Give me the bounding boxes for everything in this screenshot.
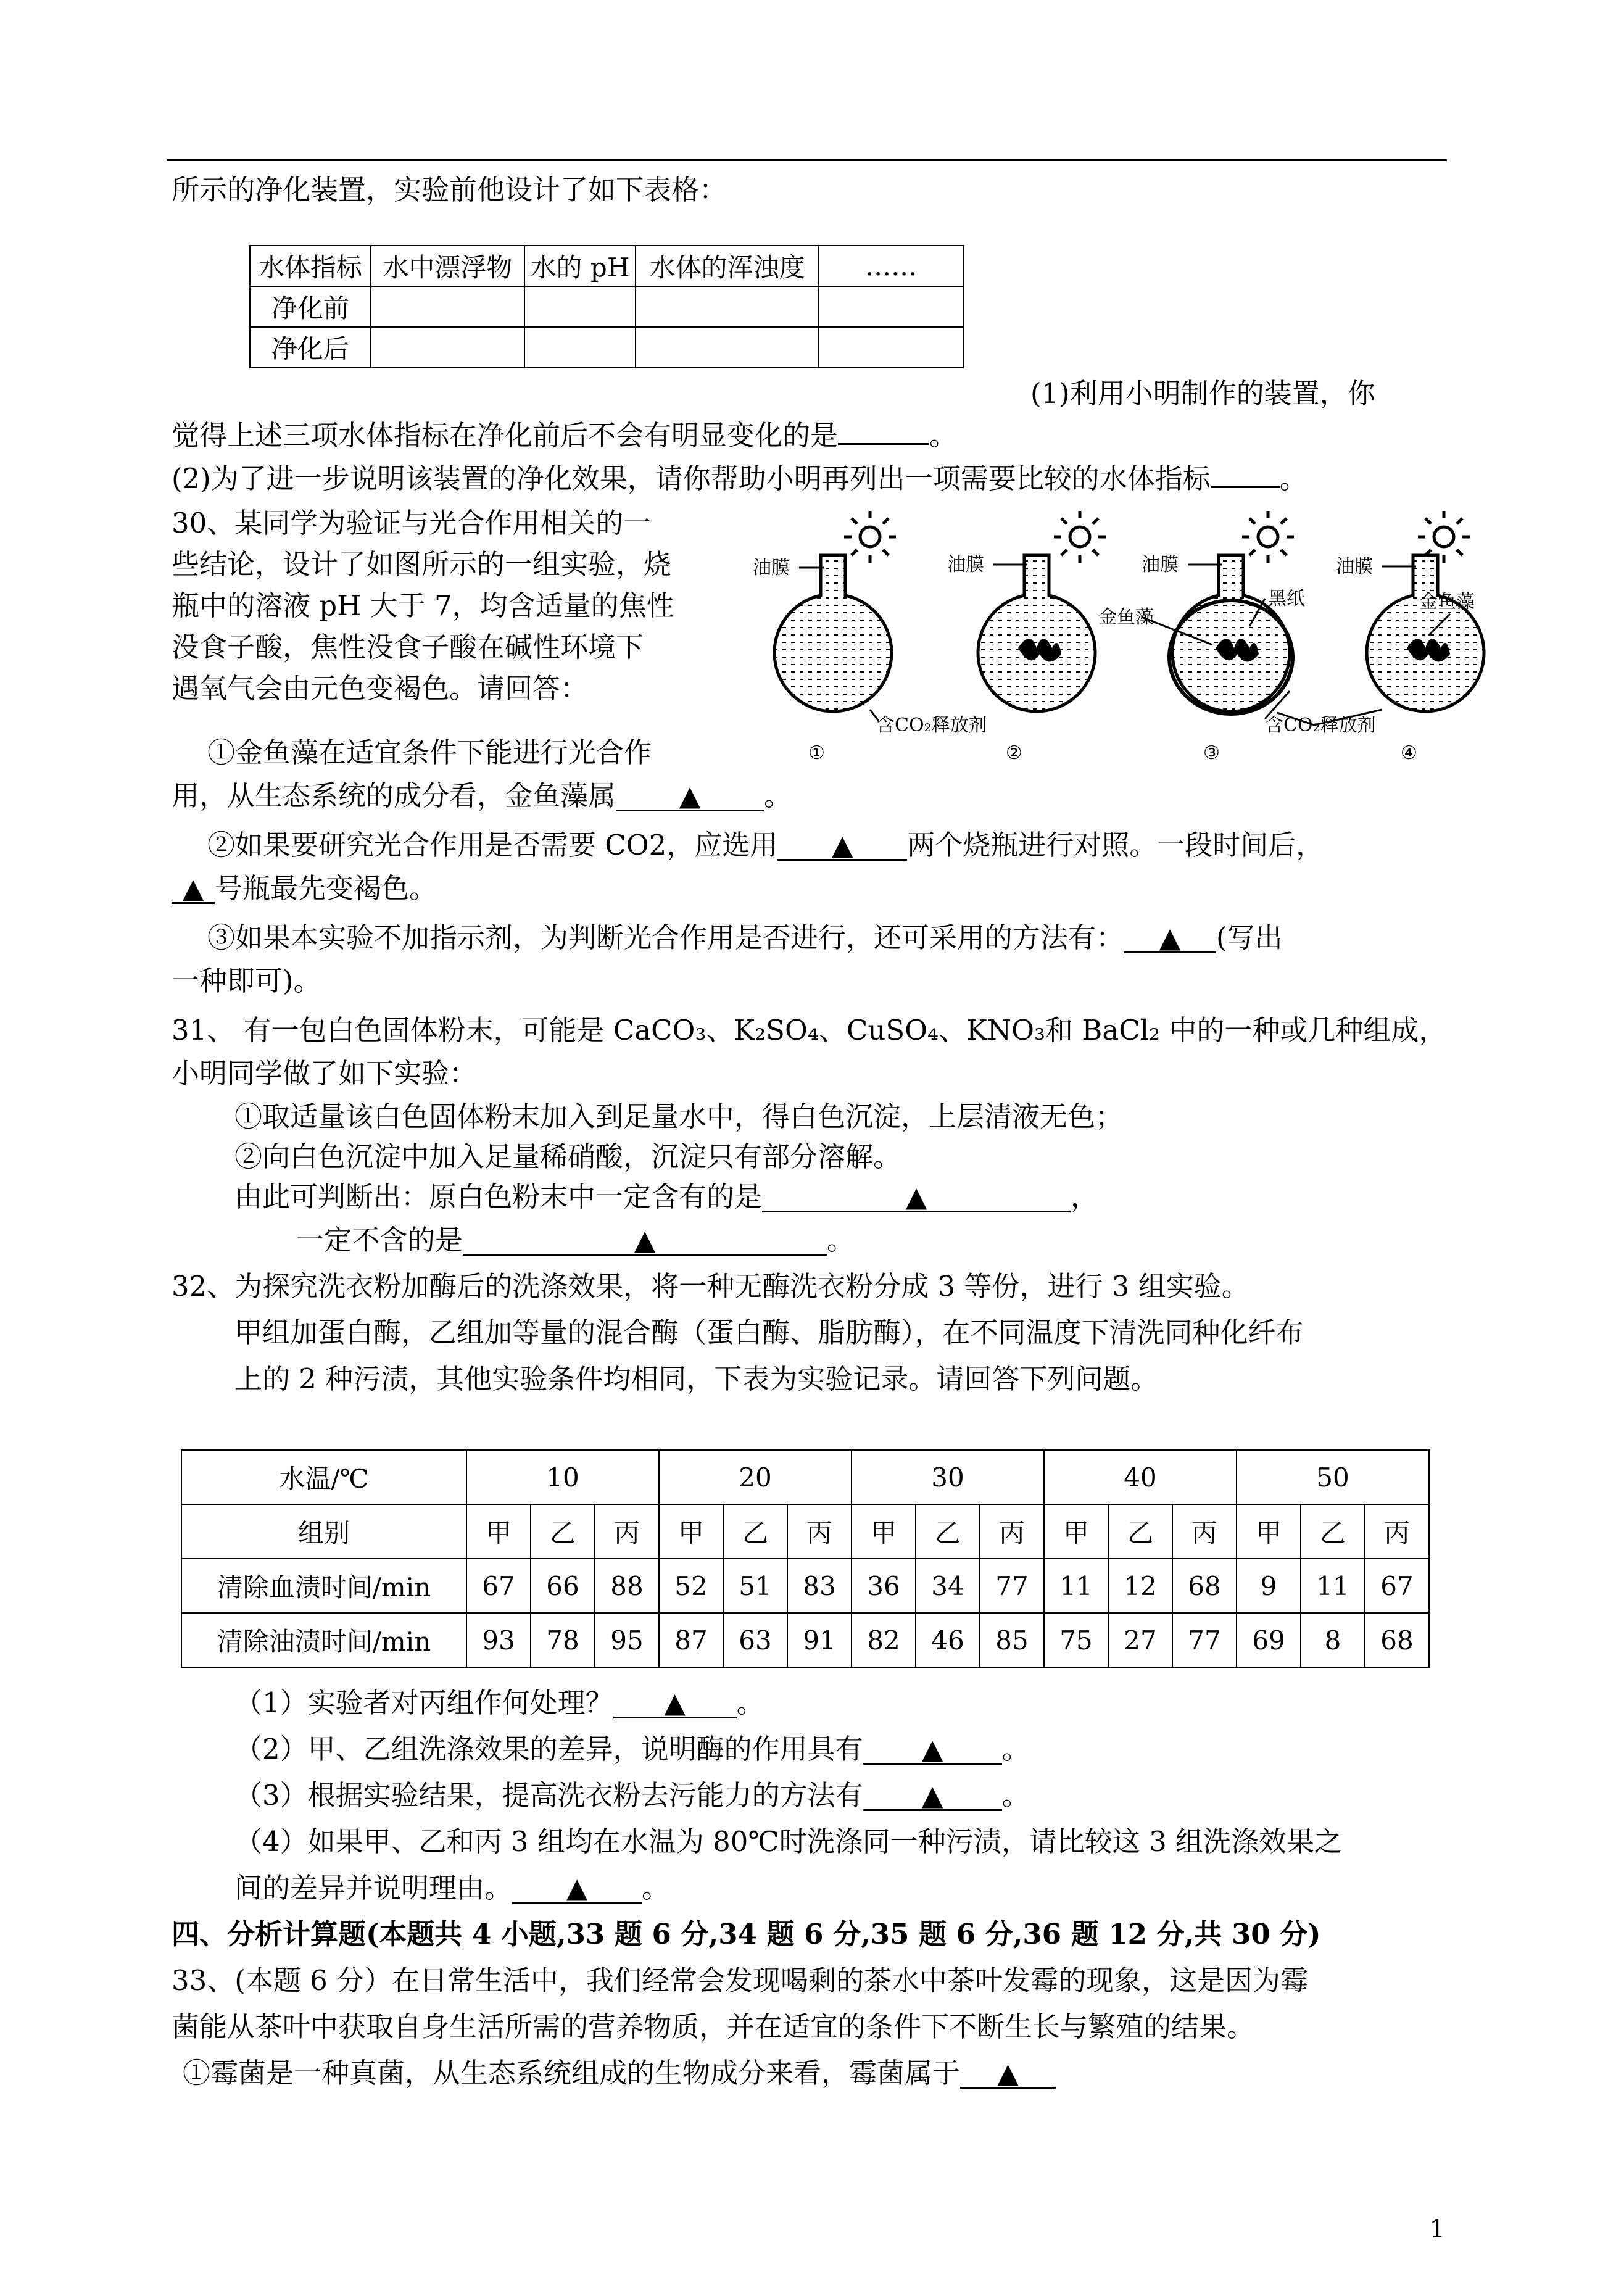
svg-text:油膜: 油膜	[1142, 554, 1179, 576]
svg-text:含CO₂释放剂: 含CO₂释放剂	[876, 715, 987, 736]
table-cell: ……	[819, 246, 963, 286]
table-cell	[524, 327, 636, 368]
q30-intro: 30、某同学为验证与光合作用相关的一 些结论，设计了如图所示的一组实验，烧 瓶中的溶液 pH 大于 7，均含适量的焦性 没食子酸，焦性没食子酸在碱性环境下 遇氧气会由元色变褐色。请回答：	[172, 507, 674, 705]
q33-l2: 菌能从茶叶中获取自身生活所需的营养物质，并在适宜的条件下不断生长与繁殖的结果。	[172, 2010, 1255, 2043]
sun-icon	[844, 511, 896, 563]
table-cell: 净化后	[250, 327, 371, 368]
sun-icon	[1054, 511, 1106, 563]
group-cell: 乙	[1108, 1504, 1172, 1559]
q33-l3: ①霉菌是一种真菌，从生态系统组成的生物成分来看，霉菌属于 ▲	[183, 2055, 1056, 2092]
flask-4	[1367, 555, 1484, 711]
value-cell: 77	[1172, 1613, 1237, 1667]
group-cell: 甲	[852, 1504, 916, 1559]
temp-label: 水温/℃	[181, 1450, 466, 1504]
table-row	[181, 1504, 1429, 1559]
q30-s1b: 用，从生态系统的成分看，金鱼藻属 ▲ 。	[172, 779, 792, 812]
value-cell: 11	[1044, 1559, 1108, 1613]
answer-blank[interactable]: ▲	[762, 1183, 1071, 1212]
value-cell: 27	[1108, 1613, 1172, 1667]
group-cell: 甲	[1237, 1504, 1301, 1559]
table-cell: 水的 pH	[524, 246, 636, 286]
table-row	[250, 327, 963, 368]
table-cell	[819, 327, 963, 368]
temp-cell: 50	[1237, 1450, 1429, 1504]
value-cell: 82	[852, 1613, 916, 1667]
temp-cell: 40	[1044, 1450, 1237, 1504]
table-cell: 水体的浑浊度	[636, 246, 819, 286]
water-index-table	[249, 245, 964, 368]
table-cell: 水体指标	[250, 246, 371, 286]
temp-cell: 10	[466, 1450, 659, 1504]
value-cell: 11	[1301, 1559, 1365, 1613]
group-cell: 甲	[1044, 1504, 1108, 1559]
table-row	[181, 1613, 1429, 1667]
group-cell: 甲	[466, 1504, 531, 1559]
answer-blank[interactable]	[1211, 459, 1280, 488]
q32-l2: 甲组加蛋白酶，乙组加等量的混合酶（蛋白酶、脂肪酶），在不同温度下清洗同种化纤布	[234, 1316, 1304, 1349]
q31-l4: ②向白色沉淀中加入足量稀硝酸，沉淀只有部分溶解。	[234, 1140, 901, 1173]
sun-icon	[1242, 511, 1294, 563]
washing-experiment-table	[181, 1449, 1430, 1668]
group-cell: 丙	[1172, 1504, 1237, 1559]
group-cell: 丙	[787, 1504, 852, 1559]
svg-text:③: ③	[1203, 742, 1220, 764]
svg-text:油膜: 油膜	[1336, 556, 1373, 578]
svg-text:金鱼藻: 金鱼藻	[1098, 607, 1154, 628]
q31-l2: 小明同学做了如下实验：	[172, 1057, 478, 1090]
flask-experiment-figure	[747, 506, 1475, 777]
answer-blank[interactable]: ▲	[777, 832, 907, 861]
svg-text:含CO₂释放剂: 含CO₂释放剂	[1265, 715, 1376, 736]
value-cell: 34	[916, 1559, 980, 1613]
value-cell: 8	[1301, 1613, 1365, 1667]
q31-l3: ①取适量该白色固体粉末加入到足量水中，得白色沉淀，上层清液无色；	[234, 1100, 1124, 1133]
group-label: 组别	[181, 1504, 466, 1559]
group-cell: 乙	[916, 1504, 980, 1559]
svg-text:黑纸: 黑纸	[1268, 588, 1305, 610]
q30-s3a: ③如果本实验不加指示剂，为判断光合作用是否进行，还可采用的方法有： ▲ (写出	[207, 921, 1283, 954]
table-cell: 净化前	[250, 286, 371, 327]
value-cell: 88	[595, 1559, 659, 1613]
value-cell: 85	[980, 1613, 1044, 1667]
answer-blank[interactable]: ▲	[960, 2060, 1056, 2089]
svg-text:①: ①	[808, 742, 825, 764]
q30-s1a: ①金鱼藻在适宜条件下能进行光合作	[207, 736, 652, 769]
table-cell	[636, 327, 819, 368]
table-row	[250, 286, 963, 327]
svg-text:油膜: 油膜	[753, 557, 790, 579]
answer-blank[interactable]: ▲	[616, 782, 764, 811]
answer-blank[interactable]: ▲	[172, 875, 215, 904]
table-cell	[819, 286, 963, 327]
table-row	[250, 246, 963, 286]
answer-blank[interactable]: ▲	[512, 1875, 642, 1904]
group-cell: 丙	[980, 1504, 1044, 1559]
q31-l5: 由此可判断出：原白色粉末中一定含有的是 ▲ ，	[234, 1180, 1099, 1213]
svg-text:油膜: 油膜	[947, 554, 984, 576]
q30-s2b: ▲ 号瓶最先变褐色。	[172, 870, 437, 907]
answer-blank[interactable]: ▲	[463, 1227, 827, 1256]
group-cell: 乙	[531, 1504, 595, 1559]
answer-blank[interactable]	[838, 416, 929, 445]
value-cell: 12	[1108, 1559, 1172, 1613]
value-cell: 67	[466, 1559, 531, 1613]
q31-l1: 31、 有一包白色固体粉末，可能是 CaCO₃、K₂SO₄、CuSO₄、KNO₃和 BaCl₂ 中的一种或几种组成，	[172, 1014, 1447, 1046]
svg-text:②: ②	[1006, 742, 1022, 764]
value-cell: 93	[466, 1613, 531, 1667]
answer-blank[interactable]: ▲	[863, 1736, 1002, 1765]
flask-1	[774, 555, 892, 711]
value-cell: 91	[787, 1613, 852, 1667]
page-number: 1	[1429, 2215, 1445, 2244]
table-header-row	[181, 1450, 1429, 1504]
q32-l1: 32、为探究洗衣粉加酶后的洗涤效果，将一种无酶洗衣粉分成 3 等份，进行 3 组实验。	[172, 1270, 1249, 1303]
value-cell: 9	[1237, 1559, 1301, 1613]
value-cell: 52	[659, 1559, 723, 1613]
value-cell: 69	[1237, 1613, 1301, 1667]
row-label: 清除血渍时间/min	[181, 1559, 466, 1613]
value-cell: 95	[595, 1613, 659, 1667]
q31-l6: 一定不含的是 ▲ 。	[296, 1224, 855, 1256]
value-cell: 68	[1365, 1613, 1429, 1667]
answer-blank[interactable]: ▲	[613, 1689, 737, 1718]
temp-cell: 20	[659, 1450, 852, 1504]
temp-cell: 30	[852, 1450, 1044, 1504]
value-cell: 51	[723, 1559, 787, 1613]
svg-text:④: ④	[1401, 742, 1417, 764]
q33-l1: 33、(本题 6 分）在日常生活中，我们经常会发现喝剩的茶水中茶叶发霉的现象，这是因为霉	[172, 1964, 1309, 1997]
table-cell	[371, 327, 525, 368]
q32-a4b: 间的差异并说明理由。 ▲ 。	[234, 1871, 670, 1904]
value-cell: 77	[980, 1559, 1044, 1613]
table-cell	[636, 286, 819, 327]
answer-blank[interactable]: ▲	[1124, 924, 1216, 953]
value-cell: 78	[531, 1613, 595, 1667]
value-cell: 63	[723, 1613, 787, 1667]
table-cell	[371, 286, 525, 327]
row-label: 清除油渍时间/min	[181, 1613, 466, 1667]
group-cell: 乙	[723, 1504, 787, 1559]
value-cell: 75	[1044, 1613, 1108, 1667]
value-cell: 87	[659, 1613, 723, 1667]
q29-part1-a: (1)利用小明制作的装置，你	[1030, 377, 1375, 410]
value-cell: 83	[787, 1559, 852, 1613]
q32-a3: （3）根据实验结果，提高洗衣粉去污能力的方法有 ▲ 。	[234, 1779, 1030, 1812]
value-cell: 67	[1365, 1559, 1429, 1613]
table-cell: 水中漂浮物	[371, 246, 525, 286]
q30-s2a: ②如果要研究光合作用是否需要 CO2，应选用 ▲ 两个烧瓶进行对照。一段时间后，	[207, 829, 1324, 861]
svg-text:金鱼藻: 金鱼藻	[1419, 591, 1475, 613]
q30-s3b: 一种即可)。	[172, 964, 321, 997]
group-cell: 丙	[1365, 1504, 1429, 1559]
value-cell: 36	[852, 1559, 916, 1613]
q29-part2: (2)为了进一步说明该装置的净化效果，请你帮助小明再列出一项需要比较的水体指标 。	[172, 459, 1307, 497]
answer-blank[interactable]: ▲	[863, 1782, 1002, 1811]
flask-3	[1172, 555, 1290, 711]
q32-a4a: （4）如果甲、乙和丙 3 组均在水温为 80℃时洗涤同一种污渍，请比较这 3 组洗涤效果之	[234, 1825, 1343, 1858]
value-cell: 68	[1172, 1559, 1237, 1613]
table-cell	[524, 286, 636, 327]
value-cell: 46	[916, 1613, 980, 1667]
group-cell: 甲	[659, 1504, 723, 1559]
intro-text: 所示的净化装置，实验前他设计了如下表格：	[172, 173, 727, 206]
header-rule	[167, 159, 1447, 161]
group-cell: 乙	[1301, 1504, 1365, 1559]
flask-2	[978, 555, 1095, 711]
q29-part1-b: 觉得上述三项水体指标在净化前后不会有明显变化的是 。	[172, 416, 957, 454]
q32-a2: （2）甲、乙组洗涤效果的差异，说明酶的作用具有 ▲ 。	[234, 1733, 1030, 1765]
section-4-heading: 四、分析计算题(本题共 4 小题,33 题 6 分,34 题 6 分,35 题 6 分,36 题 12 分,共 30 分)	[172, 1918, 1321, 1950]
q32-a1: （1）实验者对丙组作何处理？ ▲ 。	[234, 1686, 764, 1719]
table-row	[181, 1559, 1429, 1613]
group-cell: 丙	[595, 1504, 659, 1559]
q32-l3: 上的 2 种污渍，其他实验条件均相同，下表为实验记录。请回答下列问题。	[234, 1362, 1159, 1395]
value-cell: 66	[531, 1559, 595, 1613]
